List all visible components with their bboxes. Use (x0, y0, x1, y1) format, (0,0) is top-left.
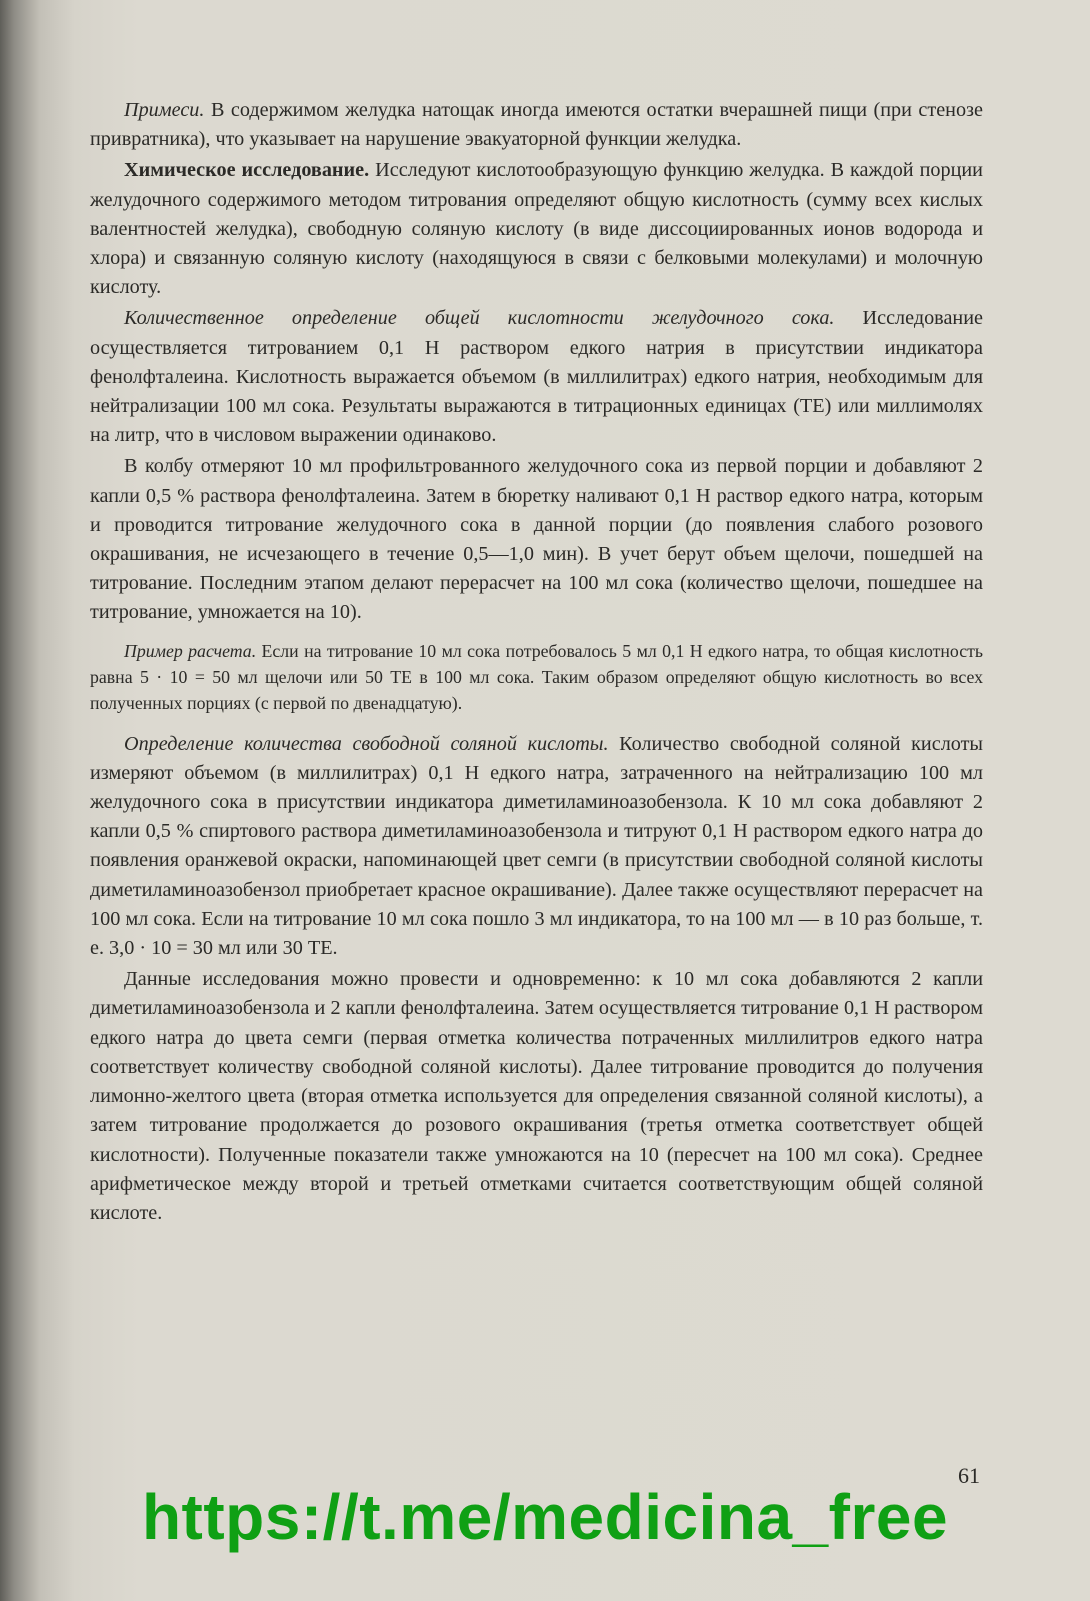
paragraph-lead: Пример расчета. (124, 640, 257, 661)
paragraph-calculation-example (90, 638, 983, 716)
paragraph-chemical-study (90, 156, 983, 302)
paragraph-text: Если на титрование 10 мл сока потребовалось 5 мл 0,1 Н едкого натра, то общая кислотность равна 5 · 10 = 50 мл щелочи или 50 ТЕ в 100 мл сока. Таким образом определяют общую кислотность во всех полученных порциях (с первой по двенадцатую). (90, 640, 983, 713)
paragraph-free-hcl (90, 730, 983, 964)
paragraph-text: В колбу отмеряют 10 мл профильтрованного желудочного сока из первой порции и добавляют 2 капли 0,5 % раствора фенолфталеина. Затем в бюретку наливают 0,1 Н раствор едкого натра, которым и проводится титрование желудочного сока в данной порции (до появления слабого розового окрашивания, не исчезающего в течение 0,5—1,0 мин). В учет берут объем щелочи, пошедшей на титрование. Последним этапом делают перерасчет на 100 мл сока (количество щелочи, пошедшее на титрование, умножается на 10). (90, 455, 983, 624)
paragraph-lead: Количественное определение общей кислотности желудочного сока. (124, 307, 835, 330)
paragraph-text: Исследование осуществляется титрованием 0,1 Н раствором едкого натрия в присутствии индикатора фенолфталеина. Кислотность выражается объемом (в миллилитрах) едкого натрия, необходимым для нейтрализации 100 мл сока. Результаты выражаются в титрационных единицах (ТЕ) или миллимолях на литр, что в числовом выражении одинаково. (90, 307, 983, 447)
paragraph-text: Количество свободной соляной кислоты измеряют объемом (в миллилитрах) 0,1 Н едкого натра, затраченного на нейтрализацию 100 мл желудочного сока в присутствии индикатора диметиламиноазобензола. К 10 мл сока добавляют 2 капли 0,5 % спиртового раствора диметиламиноазобензола и титруют 0,1 Н раствором едкого натра до появления оранжевой окраски, напоминающей цвет семги (в присутствии свободной соляной кислоты диметиламиноазобензол приобретает красное окрашивание). Далее также осуществляют перерасчет на 100 мл сока. Если на титрование 10 мл сока пошло 3 мл индикатора, то на 100 мл — в 10 раз больше, т. е. 3,0 · 10 = 30 мл или 30 ТЕ. (90, 732, 983, 960)
paragraph-text: Данные исследования можно провести и одновременно: к 10 мл сока добавляются 2 капли диметиламиноазобензола и 2 капли фенолфталеина. Затем осуществляется титрование 0,1 Н раствором едкого натра до цвета семги (первая отметка количества потраченных миллилитров едкого натра соответствует количеству свободной соляной кислоты). Далее титрование проводится до получения лимонно-желтого цвета (вторая отметка используется для определения связанной соляной кислоты), а затем титрование продолжается до розового окрашивания (третья отметка соответствует общей кислотности). Полученные показатели также умножаются на 10 (пересчет на 100 мл сока). Среднее арифметическое между второй и третьей отметками считается соответствующим общей соляной кислоте. (90, 968, 983, 1224)
body-text (90, 96, 983, 1230)
paragraph-impurities (90, 96, 983, 154)
page-number: 61 (958, 1463, 980, 1488)
paragraph-text: Исследуют кислотообразующую функцию желудка. В каждой порции желудочного содержимого методом титрования определяют общую кислотность (сумму всех кислых валентностей желудка), свободную соляную кислоту (в виде диссоциированных ионов водорода и хлора) и связанную соляную кислоту (находящуюся в связи с белковыми молекулами) и молочную кислоту. (90, 159, 983, 299)
paragraph-lead: Определение количества свободной соляной кислоты. (124, 732, 609, 755)
paragraph-total-acidity (90, 304, 983, 450)
paragraph-lead: Химическое исследование. (124, 159, 370, 182)
paragraph-text: В содержимом желудка натощак иногда имеются остатки вчерашней пищи (при стенозе привратника), что указывает на нарушение эвакуаторной функции желудка. (90, 99, 983, 151)
watermark-link[interactable]: https://t.me/medicina_free (141, 1481, 949, 1553)
paragraph-simultaneous (90, 965, 983, 1228)
paragraph-procedure (90, 452, 983, 627)
paragraph-lead: Примеси. (124, 99, 205, 121)
